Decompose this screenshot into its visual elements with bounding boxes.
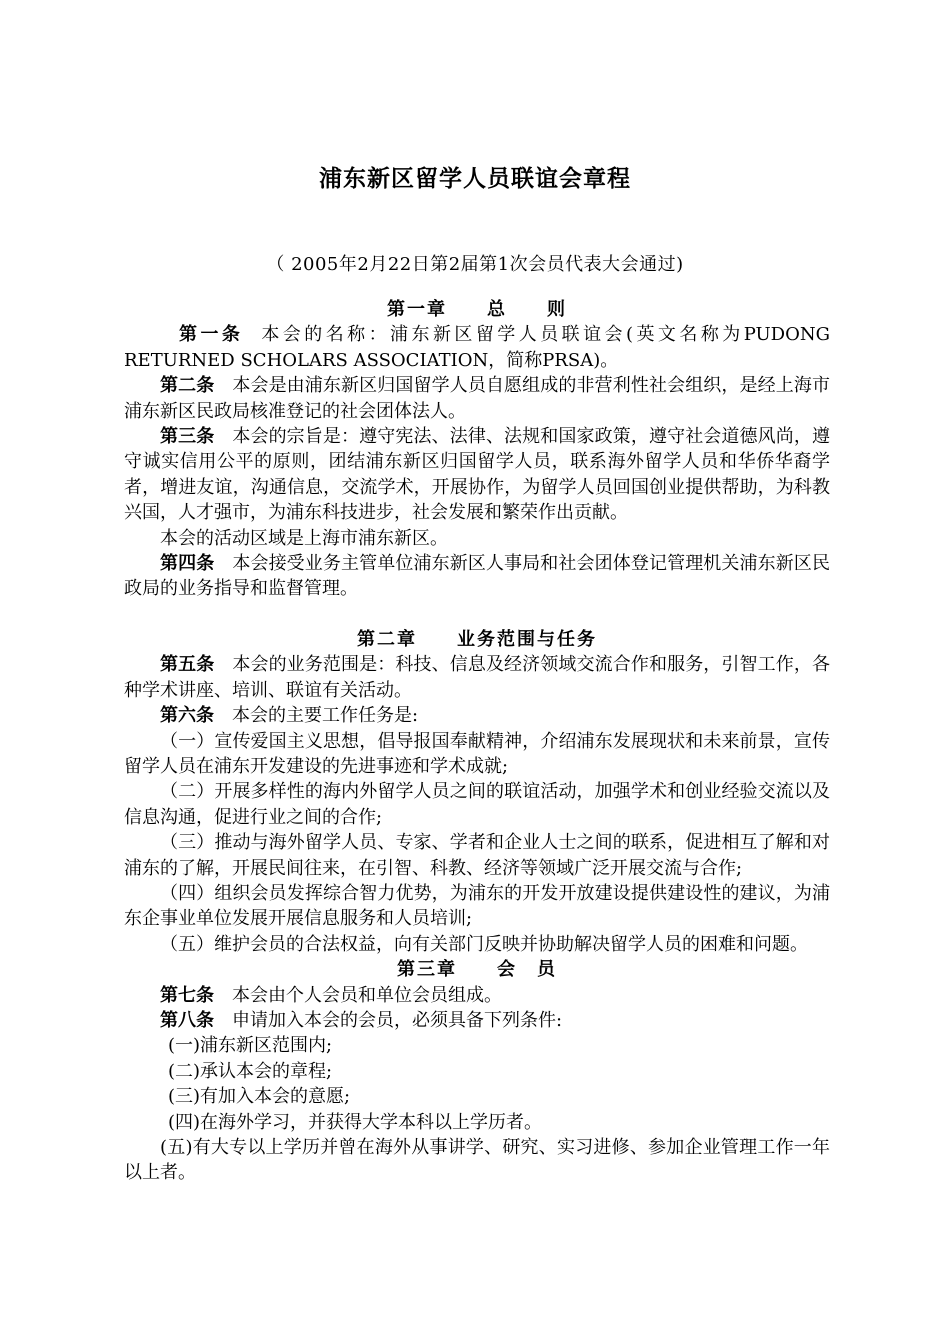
article-6 xyxy=(124,703,830,728)
article-2-label: 第二条 xyxy=(160,375,215,397)
document-subtitle: （ 2005年2月22日第2届第1次会员代表大会通过) xyxy=(266,254,684,275)
task-item-4: （四）组织会员发挥综合智力优势，为浦东的开发开放建设提供建设性的建议，为浦东企事业单位发展开展信息服务和人员培训; xyxy=(124,882,830,930)
task-item-1: （一）宣传爱国主义思想，倡导报国奉献精神，介绍浦东发展现状和未来前景，宣传留学人员在浦东开发建设的先进事迹和学术成就; xyxy=(124,730,830,777)
article-4 xyxy=(124,551,830,602)
task-item-2: （二）开展多样性的海内外留学人员之间的联谊活动，加强学术和创业经验交流以及信息沟通，促进行业之间的合作; xyxy=(124,781,830,828)
article-5 xyxy=(124,652,830,703)
article-3-extra: 本会的活动区域是上海市浦东新区。 xyxy=(160,527,448,549)
chapter-3-number: 第三章 xyxy=(397,959,457,981)
chapter-1-number: 第一章 xyxy=(387,299,447,320)
condition-item-5: (五)有大专以上学历并曾在海外从事讲学、研究、实习进修、参加企业管理工作一年以上者。 xyxy=(124,1137,830,1184)
task-item-3: （三）推动与海外留学人员、专家、学者和企业人士之间的联系，促进相互了解和对浦东的了解，开展民间往来，在引智、科教、经济等领域广泛开展交流与合作; xyxy=(124,832,830,879)
condition-item-2: (二)承认本会的章程; xyxy=(168,1060,333,1082)
article-5-label: 第五条 xyxy=(160,654,215,676)
task-item-5: （五）维护会员的合法权益，向有关部门反映并协助解决留学人员的困难和问题。 xyxy=(160,933,808,955)
chapter-3-heading xyxy=(124,957,830,982)
condition-item-1: (一)浦东新区范围内; xyxy=(168,1035,333,1057)
chapter-2-heading xyxy=(124,627,830,652)
article-6-label: 第六条 xyxy=(160,705,214,727)
article-1 xyxy=(124,322,830,373)
article-8-text: 申请加入本会的会员，必须具备下列条件: xyxy=(232,1009,563,1031)
chapter-2-name: 业务范围与任务 xyxy=(457,628,597,650)
article-7-text: 本会由个人会员和单位会员组成。 xyxy=(232,984,502,1006)
condition-item-4: (四)在海外学习，并获得大学本科以上学历者。 xyxy=(168,1111,543,1133)
document-title: 浦东新区留学人员联谊会章程 xyxy=(319,166,631,192)
article-7-label: 第七条 xyxy=(160,984,214,1006)
article-2 xyxy=(124,373,830,424)
article-5-text: 本会的业务范围是：科技、信息及经济领域交流合作和服务，引智工作，各种学术讲座、培训、联谊有关活动。 xyxy=(124,654,830,701)
article-4-text: 本会接受业务主管单位浦东新区人事局和社会团体登记管理机关浦东新区民政局的业务指导和监督管理。 xyxy=(124,553,830,600)
article-6-text: 本会的主要工作任务是: xyxy=(232,705,419,727)
article-4-label: 第四条 xyxy=(160,553,215,575)
article-7 xyxy=(124,983,830,1008)
article-8-label: 第八条 xyxy=(160,1009,214,1031)
article-2-text: 本会是由浦东新区归国留学人员自愿组成的非营利性社会组织，是经上海市浦东新区民政局核准登记的社会团体法人。 xyxy=(124,375,830,422)
article-8 xyxy=(124,1008,830,1033)
chapter-1-heading xyxy=(124,297,830,322)
article-1-text: 本会的名称：浦东新区留学人员联谊会(英文名称为PUDONG RETURNED SCHOLARS ASSOCIATION，简称PRSA)。 xyxy=(124,324,831,371)
condition-item-3: (三)有加入本会的意愿; xyxy=(168,1086,351,1108)
article-3 xyxy=(124,424,830,526)
article-3-label: 第三条 xyxy=(160,426,215,448)
article-3-text: 本会的宗旨是：遵守宪法、法律、法规和国家政策，遵守社会道德风尚，遵守诚实信用公平的原则，团结浦东新区归国留学人员，联系海外留学人员和华侨华裔学者，增进友谊，沟通信息，交流学术，开展协作，为留学人员回国创业提供帮助，为科教兴国，人才强市，为浦东科技进步，社会发展和繁荣作出贡献。 xyxy=(124,426,830,524)
chapter-1-name: 总 则 xyxy=(487,299,567,320)
document-body xyxy=(124,297,830,1186)
article-1-label: 第一条 xyxy=(179,324,244,346)
chapter-2-number: 第二章 xyxy=(357,628,417,650)
chapter-3-name: 会 员 xyxy=(497,959,557,981)
